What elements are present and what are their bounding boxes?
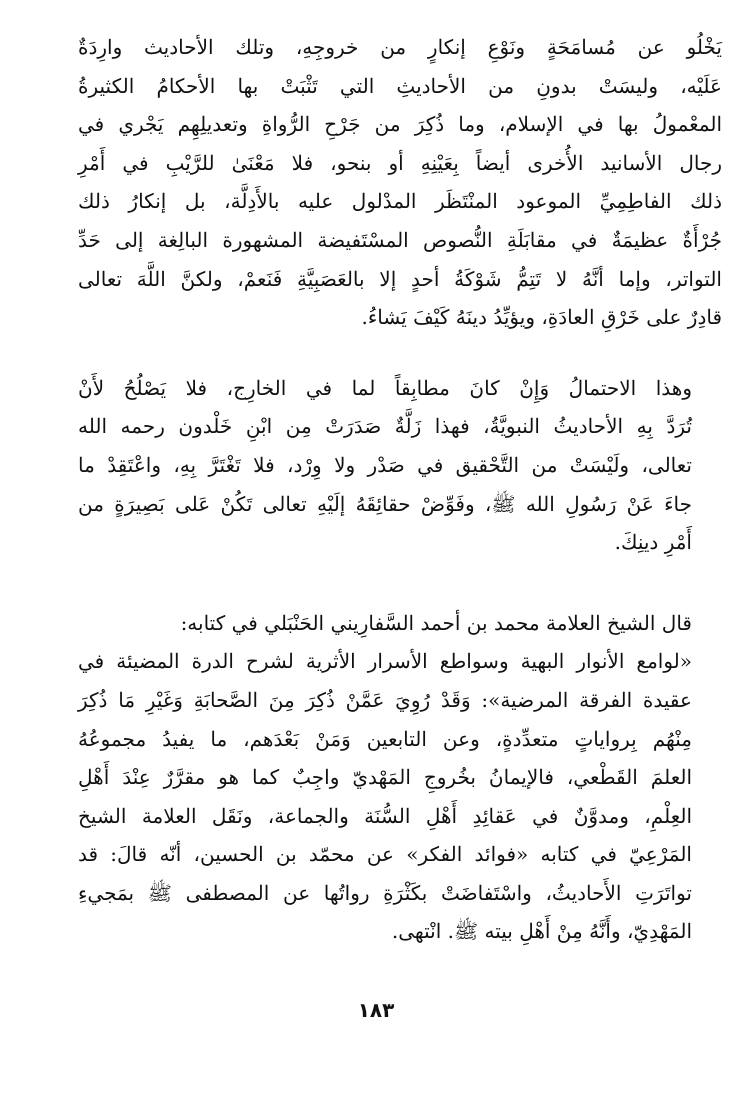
text-line: المَرْعِيّ في كتابه «فوائد الفكر» عن محمّد بن الحسين، أنّه قالَ: قد: [78, 842, 692, 867]
text-line: قادِرٌ على خَرْقِ العادَةِ، ويؤيِّدُ دينَهُ كَيْفَ يَشاءُ.: [361, 305, 722, 330]
paragraph-1: [78, 28, 722, 337]
document-page: [78, 28, 722, 951]
text-line: «لوامع الأنوار البهية وسواطع الأسرار الأثرية لشرح الدرة المضيئة في: [78, 649, 692, 674]
text-line: عَلَيْه، وليسَتْ بدونِ من الأحاديثِ التي تَثْبَتْ بها الأحكامُ الكثيرةُ: [78, 73, 722, 98]
text-line: أَمْرِ دينِكَ.: [614, 530, 692, 555]
text-line: يَخْلُو عن مُسامَحَةٍ ونَوْعِ إنكارٍ من خروجِهِ، وتلك الأحاديث وارِدَةٌ: [78, 35, 722, 59]
text-line: رجال الأسانيد الأُخرى أيضاً بِعَيْنِهِ أو بنحو، فلا مَعْنَىٰ للرَّيْبِ في أَمْرِ: [78, 150, 722, 175]
text-line: التواتر، وإما أنَّهُ لا تَتِمُّ شَوْكَةُ أحدٍ إلا بالعَصَبِيَّةِ فَنَعمْ، ولكنَّ اللَّهَ تعالى: [78, 266, 722, 291]
text-line: جُرْأَةٌ عظيمَةٌ في مقابَلَةِ النُّصوص المسْتَفيضة المشهورة البالِغة إلى حَدِّ: [78, 227, 722, 252]
text-line: عقيدة الفرقة المرضية»: وَقَدْ رُوِيَ عَمَّنْ ذُكِرَ مِنَ الصَّحابَةِ وَغَيْرِ مَا ذُكِرَ: [78, 687, 692, 712]
page-number: ١٨٣: [357, 998, 395, 1022]
text-line: تعالى، ولَيْسَتْ من التَّحْقيق في صَدْر ولا وِرْد، فلا تَغْتَرَّ بِهِ، واعْتَقِدْ ما: [78, 452, 692, 477]
text-line: وهذا الاحتمالُ وَإِنْ كانَ مطابِقاً لما في الخارِج، فلا يَصْلُحُ لأَنْ: [78, 375, 692, 400]
text-line: تُرَدَّ بِهِ الأحاديثُ النبويَّةُ، فهذا زَلَّةٌ صَدَرَتْ مِن ابْنِ خَلْدون رحمه الله: [78, 414, 692, 439]
text-line: المعْمولُ بها في الإسلام، وما ذُكِرَ من جَرْحِ الرُّواةِ وتعديلِهِم يَجْري في: [78, 112, 722, 137]
paragraph-2: [78, 369, 722, 562]
text-line: قال الشيخ العلامة محمد بن أحمد السَّفارِيني الحَنْبَلي في كتابه:: [180, 610, 692, 635]
text-line: العلمَ القَطْعي، فالإيمانُ بخُروجِ المَهْديّ واجِبٌ كما هو مقرَّرٌ عِنْدَ أَهْلِ: [78, 765, 692, 790]
text-line: ذلك الفاطِمِيِّ الموعود المنْتَظَر المدْلول عليه بالأَدِلَّة، بل إنكارُ ذلك: [78, 189, 722, 214]
text-line: تواتَرَتِ الأَحاديثُ، واسْتَفاضَتْ بكَثْرَةِ رواتُها عن المصطفى ﷺ بمَجيءِ: [78, 880, 692, 905]
paragraph-3: [78, 604, 722, 951]
text-line: العِلْمِ، ومدوَّنٌ في عَقائِدِ أَهْلِ السُّنَة والجماعة، ونَقَل العلامة الشيخ: [78, 803, 692, 828]
text-line: مِنْهُم بِرواياتٍ متعدِّدةٍ، وعن التابعين وَمَنْ بَعْدَهم، ما يفيدُ مجموعُهُ: [78, 726, 692, 751]
text-line: جاءَ عَنْ رَسُولِ الله ﷺ، وفَوِّضْ حقائِقَهُ إلَيْهِ تعالى تَكُنْ عَلى بَصِيرَةٍ من: [78, 491, 692, 516]
text-line: المَهْدِيّ، وأَنَّهُ مِنْ أَهْلِ بيته ﷺ. انْتهى.: [391, 919, 692, 944]
